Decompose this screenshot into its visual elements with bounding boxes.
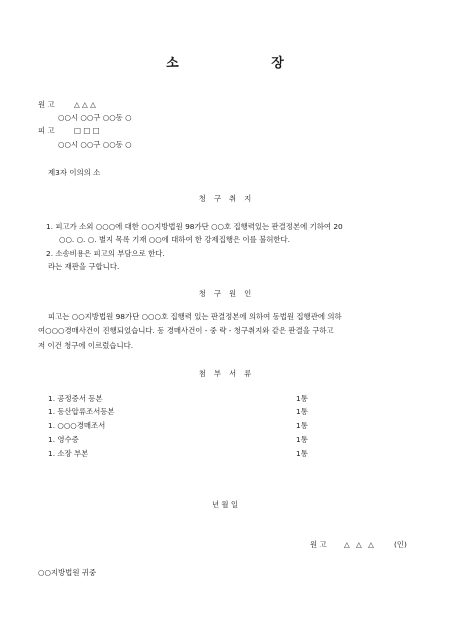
- defendant-name: □ □ □: [74, 126, 100, 135]
- attachment-name-3: 1. ○○○경매조서: [48, 421, 106, 430]
- claim-cause-heading: 청구원인: [198, 289, 260, 298]
- attachment-count-3: 1통: [296, 421, 308, 430]
- attachment-name-2: 1. 동산압류조서등본: [48, 407, 115, 416]
- attachment-name-4: 1. 영수증: [48, 435, 79, 444]
- defendant-label: 피 고: [38, 126, 55, 135]
- plaintiff-label: 원 고: [38, 100, 55, 109]
- plaintiff-address: ○○시 ○○구 ○○동 ○: [58, 113, 132, 122]
- attachment-name-5: 1. 소장 부본: [48, 449, 89, 458]
- attachment-count-2: 1통: [296, 407, 308, 416]
- court-addressee: ○○지방법원 귀중: [38, 568, 97, 577]
- claim-purpose-heading: 청구취지: [198, 194, 260, 203]
- attachment-count-5: 1통: [296, 449, 308, 458]
- attachment-count-1: 1통: [296, 394, 308, 403]
- claim-purpose-line-1: 1. 피고가 소외 ○○○에 대한 ○○지방법원 98가단 ○○호 집행력있는 판결정본에 기하여 20: [46, 222, 343, 231]
- claim-purpose-line-2: ○○. ○. ○. 별지 목록 기재 ○○에 대하여 한 강제집행은 이를 불허한다.: [59, 235, 290, 244]
- signature-seal: (인): [394, 540, 407, 549]
- document-title: 소 장: [166, 56, 328, 71]
- case-type: 제3자 이의의 소: [48, 168, 101, 177]
- attachment-count-4: 1통: [296, 435, 308, 444]
- claim-purpose-line-3: 2. 소송비용은 피고의 부담으로 한다.: [46, 249, 165, 258]
- defendant-address: ○○시 ○○구 ○○동 ○: [58, 140, 132, 149]
- claim-purpose-line-4: 라는 재판을 구합니다.: [48, 262, 120, 271]
- claim-cause-line-2: 여○○○경매사건이 진행되었습니다. 동 경매사건이 - 중 략 - 청구취지와 같은 판결을 구하고: [38, 326, 334, 335]
- attachment-name-1: 1. 공정증서 등본: [48, 394, 103, 403]
- signature-name: △ △ △: [344, 540, 376, 549]
- signature-label: 원 고: [310, 540, 327, 549]
- plaintiff-name: △ △ △: [74, 100, 96, 109]
- date-line: 년 월 일: [211, 500, 239, 509]
- claim-cause-line-1: 피고는 ○○지방법원 98가단 ○○○호 집행력 있는 판결정본에 의하여 동법원 집행관에 의하: [48, 312, 342, 321]
- claim-cause-line-3: 저 이건 청구에 이르렀습니다.: [38, 341, 134, 350]
- attachments-heading: 첨부서류: [198, 369, 260, 378]
